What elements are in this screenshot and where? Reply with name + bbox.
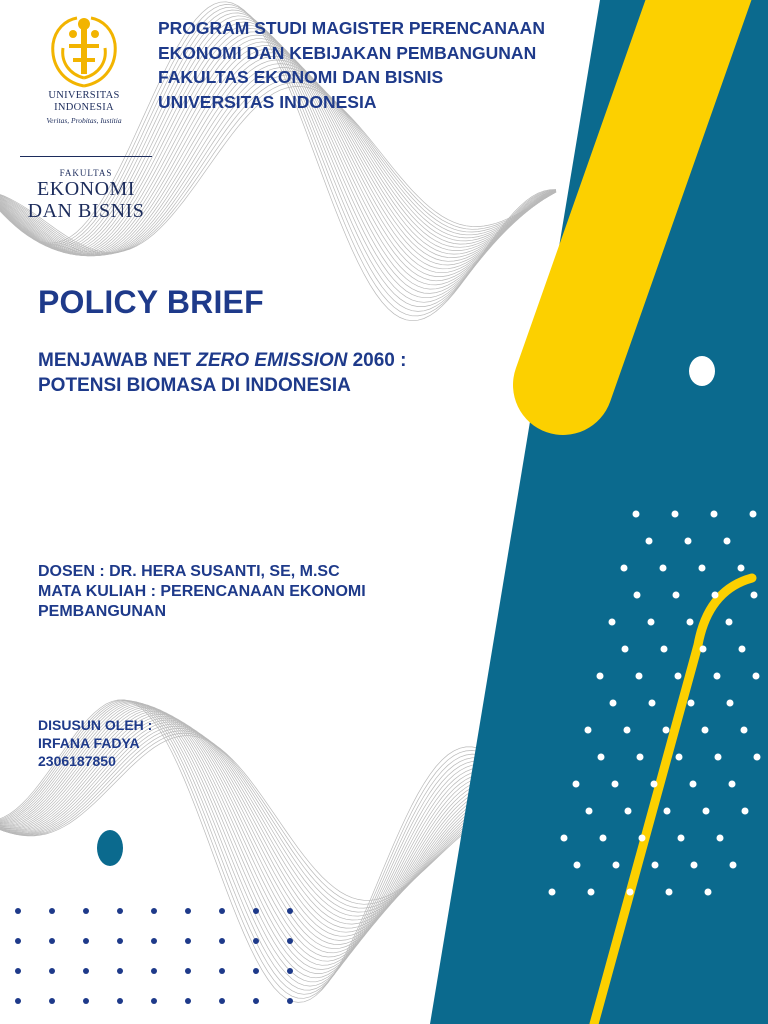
white-dot xyxy=(661,646,668,653)
navy-dot xyxy=(185,908,191,914)
makara-emblem-icon xyxy=(47,14,121,90)
logo-divider xyxy=(20,156,152,157)
white-dot xyxy=(597,673,604,680)
white-dot xyxy=(676,754,683,761)
teal-pill-dot xyxy=(97,830,123,866)
white-dot xyxy=(717,835,724,842)
white-dot xyxy=(690,781,697,788)
white-dot xyxy=(754,754,761,761)
navy-dot xyxy=(253,998,259,1004)
white-dot xyxy=(699,565,706,572)
white-dot xyxy=(660,565,667,572)
white-dot xyxy=(624,727,631,734)
program-header xyxy=(158,16,598,114)
navy-dot xyxy=(253,938,259,944)
white-dot xyxy=(609,619,616,626)
white-dot xyxy=(726,619,733,626)
white-dot xyxy=(753,673,760,680)
white-dot xyxy=(724,538,731,545)
navy-dot xyxy=(219,998,225,1004)
white-dot xyxy=(639,835,646,842)
white-dot xyxy=(612,781,619,788)
white-dot xyxy=(678,835,685,842)
white-dot xyxy=(727,700,734,707)
white-dot xyxy=(739,646,746,653)
lecturer-line2: MATA KULIAH : PERENCANAAN EKONOMI xyxy=(38,583,366,600)
white-dot xyxy=(549,889,556,896)
program-header-line3: FAKULTAS EKONOMI DAN BISNIS xyxy=(158,67,444,87)
white-dot xyxy=(649,700,656,707)
subtitle-line1 xyxy=(38,348,558,373)
white-dot xyxy=(751,592,758,599)
white-dot xyxy=(700,646,707,653)
white-dot xyxy=(714,673,721,680)
white-dot xyxy=(585,727,592,734)
author-info xyxy=(38,716,152,770)
white-pill-dot xyxy=(689,356,715,386)
white-dot xyxy=(738,565,745,572)
white-dot xyxy=(648,619,655,626)
logo-name-line1: UNIVERSITAS xyxy=(48,90,120,101)
white-dot xyxy=(625,808,632,815)
white-dot xyxy=(729,781,736,788)
white-dot xyxy=(621,565,628,572)
navy-dot xyxy=(15,998,21,1004)
white-dot xyxy=(627,889,634,896)
white-dot xyxy=(664,808,671,815)
navy-dot xyxy=(83,908,89,914)
white-dot xyxy=(741,727,748,734)
white-dot xyxy=(622,646,629,653)
navy-dot xyxy=(185,968,191,974)
white-dot xyxy=(666,889,673,896)
white-dot xyxy=(610,700,617,707)
faculty-logo-line2: DAN BISNIS xyxy=(27,200,145,222)
white-dot xyxy=(600,835,607,842)
white-dot xyxy=(702,727,709,734)
navy-dot xyxy=(49,908,55,914)
document-subtitle xyxy=(38,348,558,398)
white-dot xyxy=(634,592,641,599)
white-dot xyxy=(712,592,719,599)
white-dot xyxy=(652,862,659,869)
white-dot xyxy=(673,592,680,599)
author-id: 2306187850 xyxy=(38,753,116,769)
white-dot xyxy=(750,511,757,518)
navy-dot xyxy=(185,938,191,944)
white-dot xyxy=(636,673,643,680)
navy-dot xyxy=(117,968,123,974)
navy-dot xyxy=(151,968,157,974)
lecturer-line1: DOSEN : DR. HERA SUSANTI, SE, M.SC xyxy=(38,563,340,580)
navy-dot xyxy=(83,938,89,944)
white-dot xyxy=(637,754,644,761)
subtitle-italic: ZERO EMISSION xyxy=(196,350,348,371)
program-header-line4: UNIVERSITAS INDONESIA xyxy=(158,91,377,112)
navy-dot xyxy=(151,938,157,944)
subtitle-line2: POTENSI BIOMASA DI INDONESIA xyxy=(38,375,351,396)
navy-dot xyxy=(219,968,225,974)
navy-dot xyxy=(49,938,55,944)
navy-dot xyxy=(287,938,293,944)
white-dot xyxy=(561,835,568,842)
program-header-line1: PROGRAM STUDI MAGISTER PERENCANAAN xyxy=(158,18,545,38)
white-dot xyxy=(573,781,580,788)
navy-dot xyxy=(15,938,21,944)
navy-dot xyxy=(117,938,123,944)
faculty-logo-line1: EKONOMI xyxy=(37,178,135,200)
navy-dot xyxy=(219,938,225,944)
white-dot xyxy=(688,700,695,707)
navy-dot xyxy=(15,968,21,974)
navy-dot xyxy=(83,968,89,974)
white-dot xyxy=(703,808,710,815)
navy-dot xyxy=(253,908,259,914)
lecturer-line3: PEMBANGUNAN xyxy=(38,603,166,620)
white-dot xyxy=(588,889,595,896)
white-dot xyxy=(675,673,682,680)
navy-dot xyxy=(151,908,157,914)
navy-dot xyxy=(253,968,259,974)
white-dot xyxy=(672,511,679,518)
author-name: IRFANA FADYA xyxy=(38,735,140,751)
white-dot xyxy=(711,511,718,518)
navy-dot-grid xyxy=(15,908,293,1024)
white-dot xyxy=(691,862,698,869)
navy-dot xyxy=(287,998,293,1004)
subtitle-part2: 2060 : xyxy=(347,350,407,371)
navy-dot xyxy=(117,908,123,914)
white-dot xyxy=(598,754,605,761)
navy-dot xyxy=(287,968,293,974)
subtitle-part1: MENJAWAB NET xyxy=(38,350,197,371)
navy-dot xyxy=(185,998,191,1004)
navy-dot xyxy=(49,998,55,1004)
university-logo xyxy=(38,14,130,125)
white-dot xyxy=(633,511,640,518)
navy-dot xyxy=(287,908,293,914)
white-dot xyxy=(586,808,593,815)
navy-dot xyxy=(49,968,55,974)
document-title: POLICY BRIEF xyxy=(38,284,264,320)
navy-dot xyxy=(83,998,89,1004)
navy-dot xyxy=(151,998,157,1004)
white-dot xyxy=(646,538,653,545)
white-dot xyxy=(715,754,722,761)
logo-name-line2: INDONESIA xyxy=(54,102,114,113)
white-dot xyxy=(685,538,692,545)
white-dot xyxy=(687,619,694,626)
faculty-logo xyxy=(18,168,154,222)
white-dot xyxy=(730,862,737,869)
white-dot xyxy=(651,781,658,788)
author-label: DISUSUN OLEH : xyxy=(38,717,153,733)
white-dot xyxy=(574,862,581,869)
logo-motto: Veritas, Probitas, Iustitia xyxy=(46,116,122,125)
navy-dot xyxy=(219,908,225,914)
white-dot xyxy=(705,889,712,896)
lecturer-info xyxy=(38,562,458,622)
white-dot xyxy=(613,862,620,869)
white-dot xyxy=(663,727,670,734)
faculty-logo-small: FAKULTAS xyxy=(59,168,113,178)
navy-dot xyxy=(117,998,123,1004)
program-header-line2: EKONOMI DAN KEBIJAKAN PEMBANGUNAN xyxy=(158,42,537,63)
navy-dot xyxy=(15,908,21,914)
white-dot xyxy=(742,808,749,815)
